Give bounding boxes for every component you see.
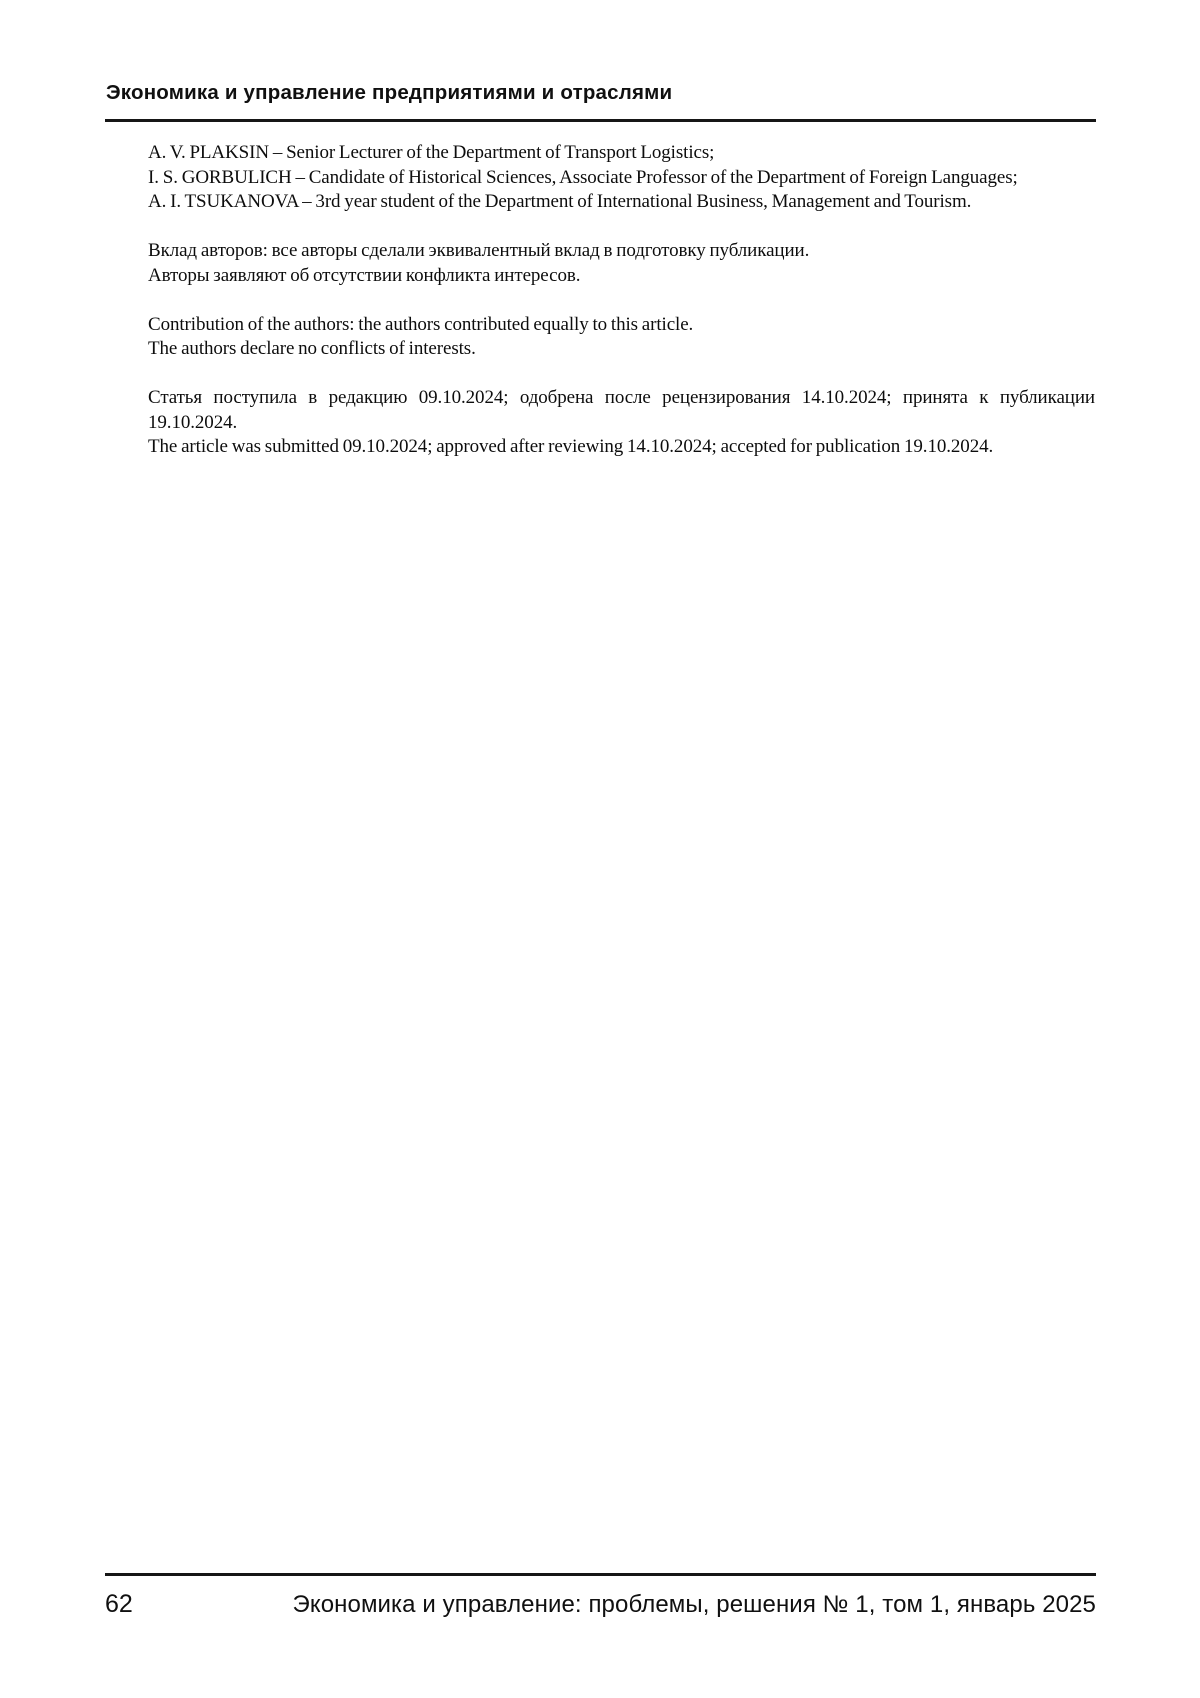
- page-footer: [105, 1590, 1096, 1619]
- section-header-title: Экономика и управление предприятиями и отраслями: [106, 81, 673, 104]
- contribution-en-paragraph: [148, 313, 1095, 362]
- author-line: A. I. TSUKANOVA – 3rd year student of the Department of International Business, Management and Tourism.: [148, 191, 972, 212]
- footer-rule: [105, 1573, 1096, 1576]
- contribution-ru-paragraph: [148, 239, 1095, 288]
- submission-en-text: The article was submitted 09.10.2024; approved after reviewing 14.10.2024; accepted for publication 19.10.2024.: [148, 436, 994, 457]
- contribution-ru-line: Авторы заявляют об отсутствии конфликта интересов.: [148, 264, 581, 286]
- author-line: A. V. PLAKSIN – Senior Lecturer of the Department of Transport Logistics;: [148, 142, 715, 163]
- contribution-ru-line: Вклад авторов: все авторы сделали эквивалентный вклад в подготовку публикации.: [148, 240, 810, 261]
- submission-paragraph: [148, 386, 1095, 460]
- author-line: I. S. GORBULICH – Candidate of Historical Sciences, Associate Professor of the Department of Foreign Languages;: [148, 166, 1018, 188]
- contribution-en-line: Contribution of the authors: the authors contributed equally to this article.: [148, 313, 694, 335]
- article-meta-block: [148, 141, 1095, 460]
- page-number: 62: [105, 1590, 133, 1618]
- header-rule: [105, 119, 1096, 122]
- contribution-en-line: The authors declare no conflicts of interests.: [148, 338, 476, 359]
- submission-ru-text: Статья поступила в редакцию 09.10.2024; одобрена после рецензирования 14.10.2024; принята к публикации 19.10.2024.: [148, 387, 1095, 433]
- journal-title-line: Экономика и управление: проблемы, решения № 1, том 1, январь 2025: [292, 1591, 1096, 1618]
- authors-en-paragraph: [148, 141, 1095, 215]
